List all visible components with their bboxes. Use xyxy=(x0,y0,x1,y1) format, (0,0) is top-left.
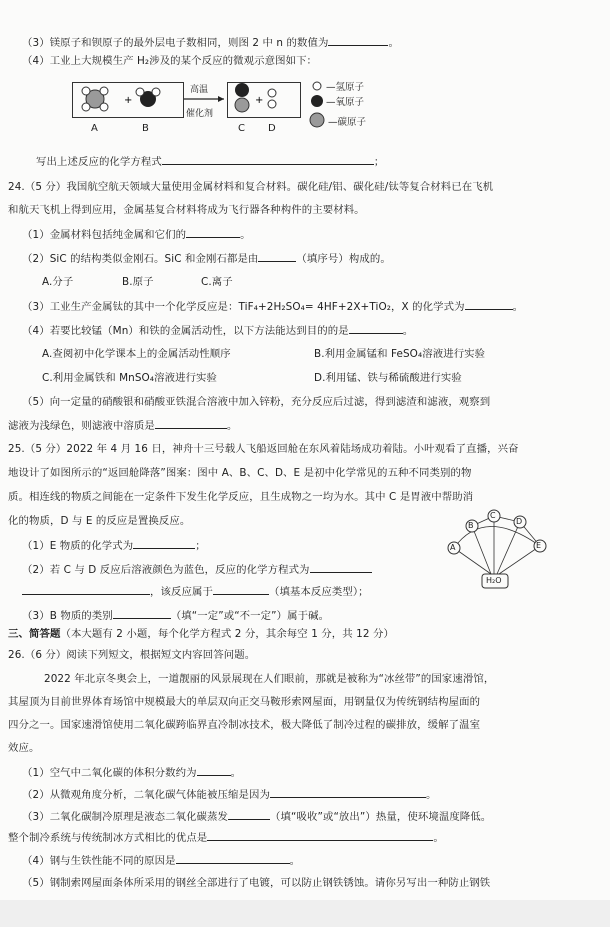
punct: 。 xyxy=(433,832,444,844)
label-d: D xyxy=(268,123,276,134)
answer-blank[interactable] xyxy=(197,765,231,776)
q26-part3-text: （3）二氧化碳制冷原理是液态二氧化碳蒸发 xyxy=(22,811,229,823)
node-a: A xyxy=(450,543,456,552)
q25-part3-text: （3）B 物质的类别 xyxy=(22,610,113,622)
q25-part2b xyxy=(22,584,369,599)
q24-intro-line2: 和航天飞机上得到应用，金属基复合材料将成为飞行器各种构件的主要材料。 xyxy=(8,204,365,216)
q26-part4 xyxy=(22,853,300,868)
label-b: B xyxy=(142,123,149,134)
q24-part5-text: 滤液为浅绿色，则滤液中溶质是 xyxy=(8,420,155,432)
q24-part4-text: （4）若要比较锰（Mn）和铁的金属活动性，以下方法能达到目的的是 xyxy=(22,325,349,337)
answer-blank[interactable] xyxy=(328,35,388,46)
q25-intro-line4: 化的物质，D 与 E 的反应是置换反应。 xyxy=(8,515,191,527)
punct: 。 xyxy=(226,420,238,432)
answer-blank[interactable] xyxy=(186,227,240,238)
q24-part5-line2 xyxy=(8,418,237,433)
molecule-c xyxy=(235,83,249,112)
punct: ； xyxy=(373,156,385,168)
punct: ； xyxy=(195,540,206,552)
q24-part4-option-a: A.查阅初中化学课本上的金属活动性顺序 xyxy=(42,348,231,360)
q24-part2-end: （填序号）构成的。 xyxy=(296,253,391,265)
answer-blank[interactable] xyxy=(349,323,403,334)
q26-para-line3: 四分之一。国家速滑馆使用二氧化碳跨临界直冷制冰技术，极大降低了制冷过程的碳排放，缓解了温室 xyxy=(8,719,481,731)
q26-part3b-text: 整个制冷系统与传统制冰方式相比的优点是 xyxy=(8,832,208,844)
molecule-a xyxy=(82,87,108,111)
svg-text:+: + xyxy=(124,95,133,106)
q26-para-line1: 2022 年北京冬奥会上，一道靓丽的风景展现在人们眼前，那就是被称为“冰丝带”的国家速滑馆， xyxy=(44,673,495,685)
label-a: A xyxy=(91,123,98,134)
section3-title: 三、简答题 xyxy=(8,628,61,640)
q23-part4 xyxy=(22,54,317,68)
q25-part3 xyxy=(22,608,329,623)
answer-blank[interactable] xyxy=(465,299,513,310)
punct: 。 xyxy=(230,767,242,779)
q26-part4-text: （4）钢与生铁性能不同的原因是 xyxy=(22,855,176,867)
legend-oxygen: —氧原子 xyxy=(326,97,365,108)
label-c: C xyxy=(238,123,245,134)
legend-carbon-icon xyxy=(310,113,324,127)
q26-para-line4: 效应。 xyxy=(8,742,40,754)
q23-equation xyxy=(36,154,384,169)
answer-blank[interactable] xyxy=(207,830,433,841)
answer-blank[interactable] xyxy=(258,251,296,262)
q24-part4-option-d: D.利用锰、铁与稀硫酸进行实验 xyxy=(314,372,462,384)
q23-part4-text: （4）工业上大规模生产 H₂涉及的某个反应的微观示意图如下： xyxy=(22,55,318,67)
molecule-d xyxy=(268,89,276,108)
punct: 。 xyxy=(240,229,251,241)
q24-part4-option-b: B.利用金属锰和 FeSO₄溶液进行实验 xyxy=(314,348,486,360)
q26-part2 xyxy=(22,787,437,802)
answer-blank[interactable] xyxy=(228,809,270,820)
q23-part3-text: （3）镁原子和钡原子的最外层电子数相同，则图 2 中 n 的数值为 xyxy=(22,37,329,49)
node-c: C xyxy=(490,511,496,520)
legend-hydrogen-icon xyxy=(313,82,321,90)
q25-part3-end: （填“一定”或“不一定”）属于碱。 xyxy=(170,610,330,622)
q24-part3 xyxy=(22,299,523,314)
q24-part2 xyxy=(22,251,391,266)
node-e: E xyxy=(536,541,542,550)
condition-high-temp: 高温 xyxy=(190,85,209,95)
answer-blank[interactable] xyxy=(113,608,171,619)
q24-part5-line1: （5）向一定量的硝酸银和硝酸亚铁混合溶液中加入锌粉，充分反应后过滤，得到滤渣和滤液，观察到 xyxy=(22,396,491,408)
q25-part1-text: （1）E 物质的化学式为 xyxy=(22,540,134,552)
q26-part5-line1: （5）钢制索网屋面条体所采用的钢丝全部进行了电镀，可以防止钢铁锈蚀。请你另写出一种防止钢铁 xyxy=(22,877,491,889)
answer-blank[interactable] xyxy=(213,584,269,595)
q24-part2-text: （2）SiC 的结构类似金刚石。SiC 和金刚石都是由 xyxy=(22,253,259,265)
punct: 。 xyxy=(388,37,399,49)
q24-part4 xyxy=(22,323,413,338)
node-d: D xyxy=(516,517,523,526)
molecule-b xyxy=(136,88,160,107)
q24-part3-text: （3）工业生产金属钛的其中一个化学反应是：TiF₄+2H₂SO₄= 4HF+2X+TiO₂，X 的化学式为 xyxy=(22,301,465,313)
legend-oxygen-icon xyxy=(311,95,323,107)
q24-part1 xyxy=(22,227,251,242)
answer-blank[interactable] xyxy=(270,787,426,798)
legend-carbon: —碳原子 xyxy=(328,117,367,128)
section3-heading xyxy=(8,627,394,641)
answer-blank[interactable] xyxy=(162,154,374,165)
q26-para-line2: 其屋顶为目前世界体育场馆中规模最大的单层双向正交马鞍形索网屋面，用钢量仅为传统钢结构屋面的 xyxy=(8,696,481,708)
answer-blank[interactable] xyxy=(155,418,227,429)
punct: 。 xyxy=(289,855,301,867)
condition-catalyst: 催化剂 xyxy=(186,109,214,119)
q25-part2b-end: （填基本反应类型）； xyxy=(268,586,369,598)
q25-intro-line1: 25.（5 分）2022 年 4 月 16 日，神舟十三号载人飞船返回舱在东风着陆场成功着陆。小叶观看了直播，兴奋 xyxy=(8,443,519,455)
section3-desc: （本大题有 2 小题，每个化学方程式 2 分，其余每空 1 分，共 12 分） xyxy=(60,628,394,640)
q26-heading: 26.（6 分）阅读下列短文，根据短文内容回答问题。 xyxy=(8,649,256,661)
q26-part1 xyxy=(22,765,241,780)
answer-blank[interactable] xyxy=(22,584,150,595)
q26-part3b xyxy=(8,830,444,845)
q24-part4-option-c: C.利用金属铁和 MnSO₄溶液进行实验 xyxy=(42,372,218,384)
q24-intro-line1: 24.（5 分）我国航空航天领域大量使用金属材料和复合材料。碳化硅/铝、碳化硅/钛等复合材料已在飞机 xyxy=(8,181,494,193)
q24-option-b: B.原子 xyxy=(122,276,154,288)
q23-part3 xyxy=(22,35,399,50)
punct: 。 xyxy=(402,325,414,337)
q24-option-a: A.分子 xyxy=(42,276,74,288)
q26-part3-mid: （填“吸收”或“放出”）热量，使环境温度降低。 xyxy=(270,811,492,823)
q25-intro-line3: 质。相连线的物质之间能在一定条件下发生化学反应，且生成物之一均为水。其中 C 是胃液中帮助消 xyxy=(8,491,474,503)
q25-part2b-text: ，该反应属于 xyxy=(150,586,213,598)
punct: 。 xyxy=(512,301,524,313)
viewer-background xyxy=(0,900,610,927)
answer-blank[interactable] xyxy=(133,538,195,549)
q25-part2-text: （2）若 C 与 D 反应后溶液颜色为蓝色，反应的化学方程式为 xyxy=(22,564,310,576)
punct: 。 xyxy=(426,789,437,801)
q24-option-c: C.离子 xyxy=(201,276,233,288)
q26-part2-text: （2）从微观角度分析，二氧化碳气体能被压缩是因为 xyxy=(22,789,270,801)
svg-text:+: + xyxy=(255,95,264,106)
q25-part2 xyxy=(22,562,372,577)
q25-intro-line2: 地设计了如图所示的“返回舱降落”图案：图中 A、B、C、D、E 是初中化学常见的五种不同类别的物 xyxy=(8,467,472,479)
legend-hydrogen: —氢原子 xyxy=(326,82,365,93)
reaction-diagram xyxy=(72,76,402,136)
answer-blank[interactable] xyxy=(176,853,290,864)
answer-blank[interactable] xyxy=(310,562,372,573)
q25-part1 xyxy=(22,538,206,553)
q23-equation-text: 写出上述反应的化学方程式 xyxy=(36,156,162,168)
node-b: B xyxy=(468,521,474,530)
q26-part1-text: （1）空气中二氧化碳的体积分数约为 xyxy=(22,767,197,779)
node-water: H₂O xyxy=(486,576,502,585)
descent-capsule-diagram xyxy=(444,508,550,592)
q24-part1-text: （1）金属材料包括纯金属和它们的 xyxy=(22,229,187,241)
q26-part3 xyxy=(22,809,491,824)
